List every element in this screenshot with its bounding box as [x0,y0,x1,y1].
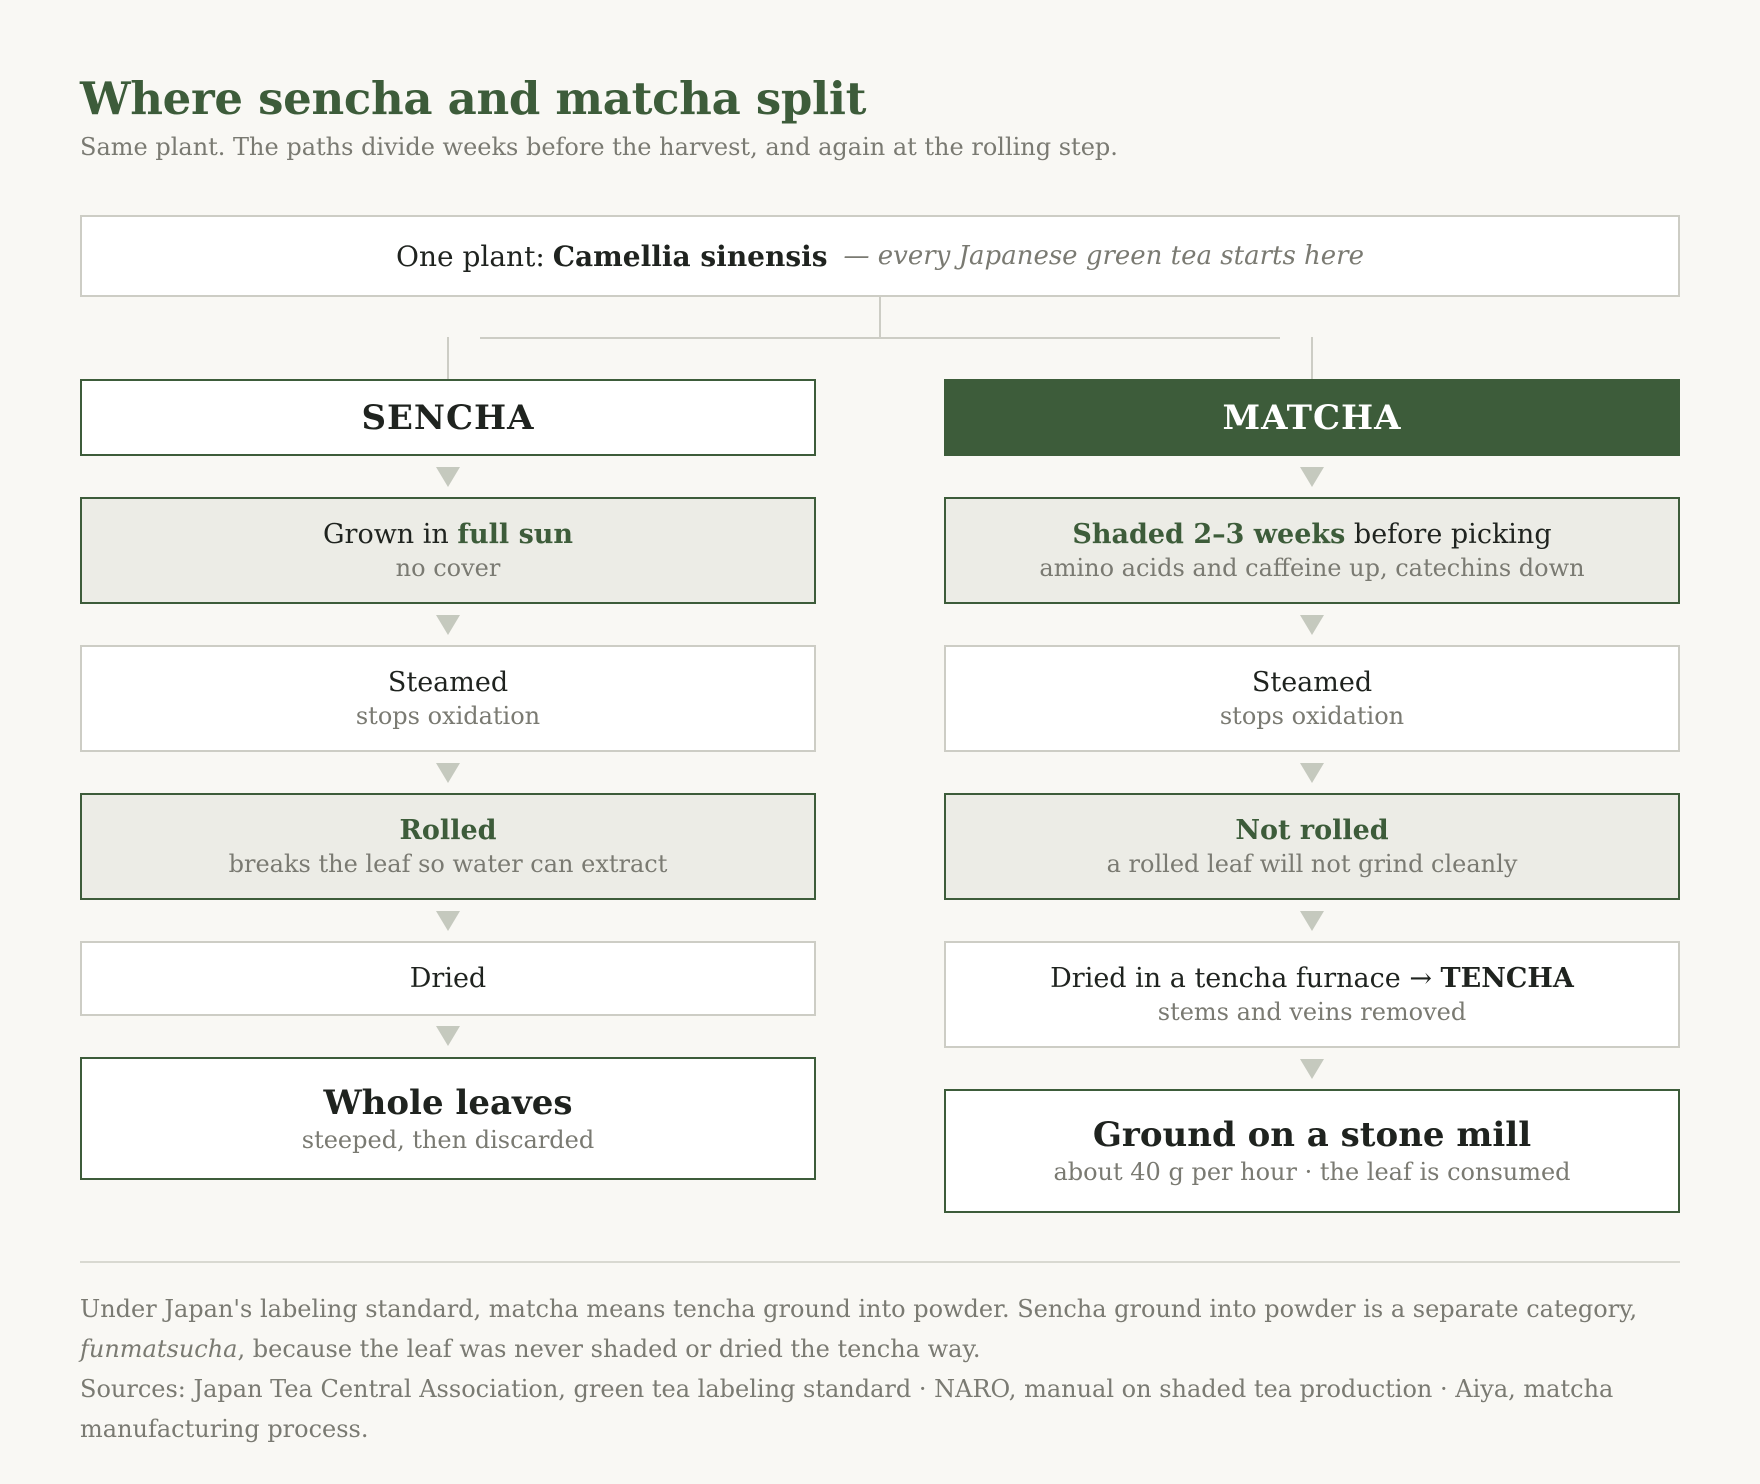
matcha-step-not-rolled [944,793,1680,900]
sencha-step-final-main: Whole leaves [323,1082,573,1123]
sencha-step-final [80,1057,816,1180]
funmatsucha-term: funmatsucha [80,1335,238,1363]
matcha-arrow-2 [1300,615,1324,635]
matcha-step-final-main: Ground on a stone mill [1092,1115,1532,1155]
page-subtitle: Same plant. The paths divide weeks before the harvest, and again at the rolling step. [80,133,1118,161]
sencha-arrow-4 [436,911,460,931]
matcha-arrow-5 [1300,1059,1324,1079]
sencha-step-dried-main: Dried [409,962,487,994]
root-species: Camellia sinensis [552,239,828,273]
matcha-step-not-rolled-main: Not rolled [1235,814,1389,846]
sencha-arrow-2 [436,615,460,635]
matcha-step-shading-sub: amino acids and caffeine up, catechins down [1039,553,1585,582]
sencha-full-sun-highlight: full sun [457,518,574,550]
footnote [80,1289,1680,1449]
sencha-step-growing-main: Grown in full sun [322,518,574,550]
matcha-step-steamed [944,645,1680,752]
footnote-labeling: Under Japan's labeling standard, matcha means tencha ground into powder. Sencha ground into powder is a separate category, funmatsucha, because the leaf was never shaded or dried the tencha way. [80,1295,1638,1363]
root-prefix: One plant: [396,239,545,273]
matcha-step-final [944,1089,1680,1213]
connector-root-stem [879,297,881,339]
matcha-step-steamed-main: Steamed [1251,666,1373,698]
footnote-sources: Sources: Japan Tea Central Association, green tea labeling standard · NARO, manual on shaded tea production · Aiya, matcha manufacturing process. [80,1375,1614,1443]
matcha-step-dried-main: Dried in a tencha furnace → TENCHA [1050,962,1574,994]
root-plant-box [80,215,1680,297]
sencha-step-rolled [80,793,816,900]
sencha-arrow-5 [436,1026,460,1046]
sencha-step-growing-sub: no cover [395,553,501,582]
connector-horizontal [480,337,1280,339]
matcha-arrow-4 [1300,911,1324,931]
sencha-header-label: SENCHA [361,397,535,438]
tencha-label: TENCHA [1440,962,1574,994]
sencha-arrow-1 [436,467,460,487]
matcha-step-final-sub: about 40 g per hour · the leaf is consumed [1053,1158,1571,1186]
sencha-step-rolled-main: Rolled [399,814,497,846]
connector-sencha [447,337,449,379]
sencha-step-steamed [80,645,816,752]
matcha-header-label: MATCHA [1222,397,1402,438]
footnote-divider [80,1261,1680,1263]
sencha-arrow-3 [436,763,460,783]
root-note: — every Japanese green tea starts here [843,241,1364,271]
sencha-step-rolled-sub: breaks the leaf so water can extract [228,849,668,878]
sencha-step-steamed-main: Steamed [387,666,509,698]
matcha-step-steamed-sub: stops oxidation [1219,701,1405,730]
matcha-header [944,379,1680,456]
sencha-header [80,379,816,456]
matcha-step-shading-main: Shaded 2–3 weeks before picking [1072,518,1552,550]
sencha-step-steamed-sub: stops oxidation [355,701,541,730]
matcha-step-not-rolled-sub: a rolled leaf will not grind cleanly [1106,849,1518,878]
sencha-step-final-sub: steeped, then discarded [301,1125,595,1154]
matcha-step-dried-sub: stems and veins removed [1157,997,1467,1026]
matcha-step-shading [944,497,1680,604]
page-title: Where sencha and matcha split [80,72,867,125]
matcha-shaded-highlight: Shaded 2–3 weeks [1072,518,1346,550]
sencha-step-growing [80,497,816,604]
matcha-arrow-3 [1300,763,1324,783]
connector-matcha [1311,337,1313,379]
matcha-arrow-1 [1300,467,1324,487]
matcha-step-dried [944,941,1680,1048]
sencha-step-dried [80,941,816,1016]
